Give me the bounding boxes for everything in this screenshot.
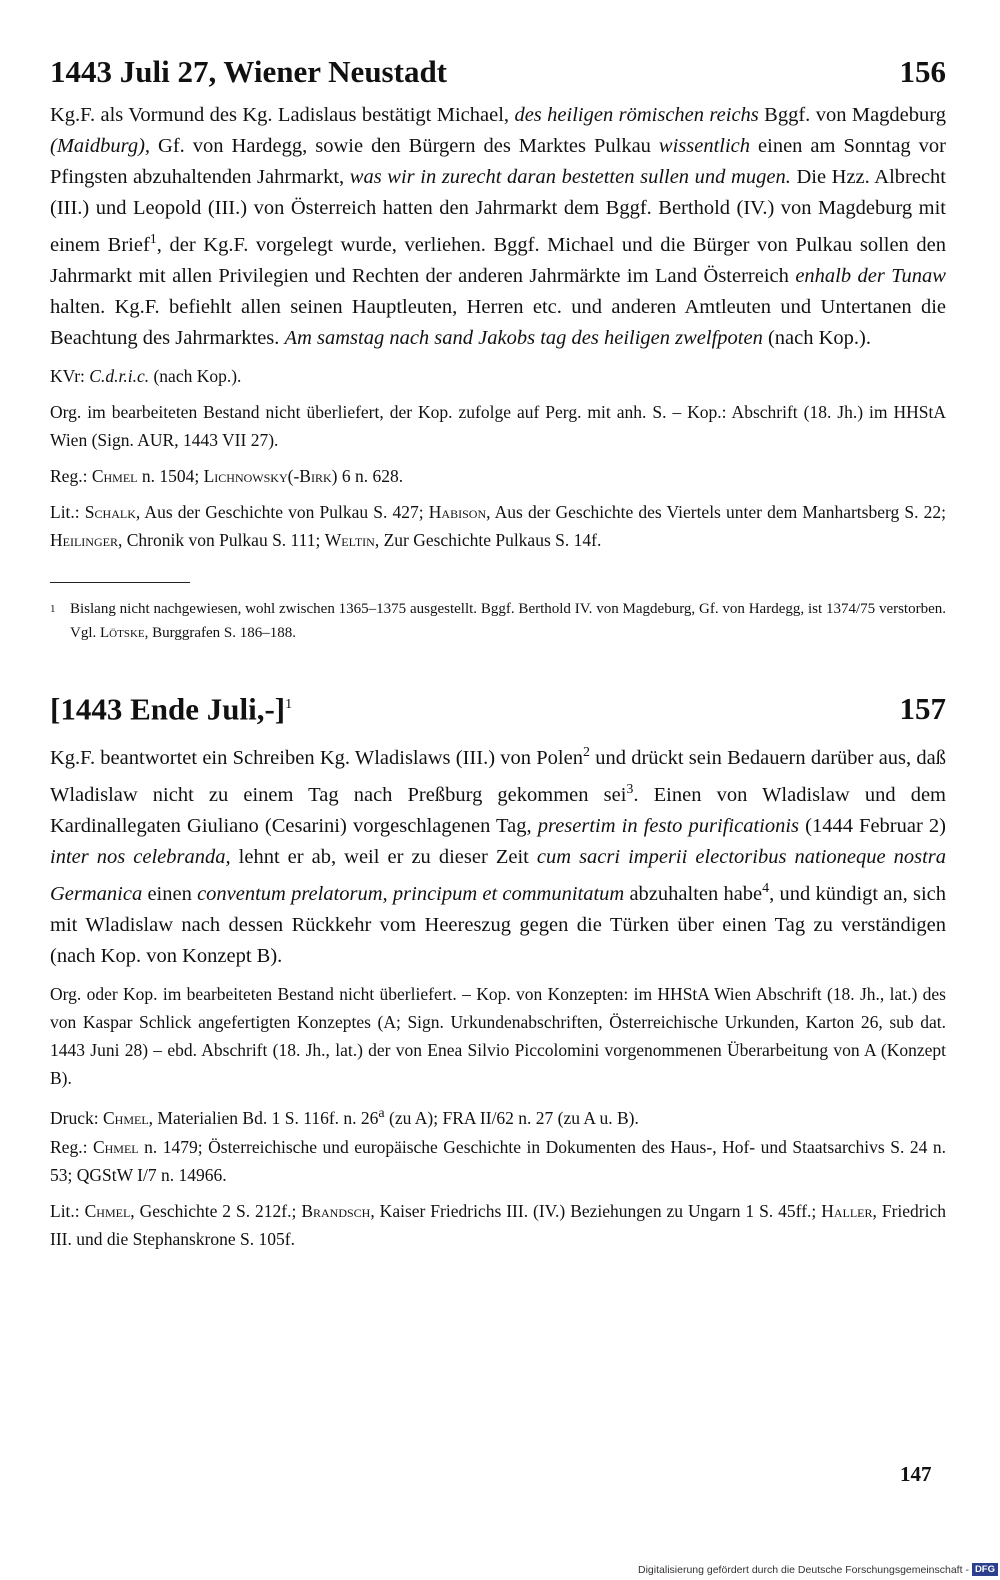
page-number: 147 — [900, 1462, 932, 1486]
entry-156 — [50, 52, 946, 645]
regest-text: Kg.F. als Vormund des Kg. Ladislaus bestätigt Michael, des heiligen römischen reichs Bggf. von Magdeburg (Maidburg), Gf. von Hardegg, sowie den Bürgern des Marktes Pulkau wissentlich einen am Sonntag vor Pfingsten abzuhaltenden Jahrmarkt, was wir in zurecht daran bestetten sullen und mugen. Die Hzz. Albrecht (III.) und Leopold (III.) von Österreich hatten den Jahrmarkt dem Bggf. Berthold (IV.) von Magdeburg mit einem Brief$^1$, der Kg.F. vorgelegt wurde, verliehen. Bggf. Michael und die Bürger von Pulkau sollen den Jahrmarkt mit allen Privilegien und Rechten der anderen Jahrmärkte im Land Österreich enhalb der Tunaw halten. Kg.F. befiehlt allen seinen Hauptleuten, Herren etc. und anderen Amtleuten und Untertanen die Beachtung des Jahrmarktes. Am samstag nach sand Jakobs tag des heiligen zwelfpoten (nach Kop.). — [50, 104, 946, 349]
funding-footer — [638, 1563, 998, 1576]
druck-note: Druck: Chmel, Materialien Bd. 1 S. 116f. n. 26$^a$ (zu A); FRA II/62 n. 27 (zu A u. B). — [50, 1105, 639, 1128]
reg-note: Reg.: Chmel n. 1479; Österreichische und europäische Geschichte in Dokumenten des Haus-, Hof- und Staatsarchivs S. 24 n. 53; QGStW I/7 n. 14966. — [50, 1137, 946, 1186]
org-note: Org. im bearbeiteten Bestand nicht überliefert, der Kop. zufolge auf Perg. mit anh. S. – Kop.: Abschrift (18. Jh.) im HHStA Wien (Sign. AUR, 1443 VII 27). — [50, 401, 946, 450]
entry-157 — [50, 685, 946, 1254]
lit-note: Lit.: Chmel, Geschichte 2 S. 212f.; Brandsch, Kaiser Friedrichs III. (IV.) Beziehungen zu Ungarn 1 S. 45ff.; Haller, Friedrich III. und die Stephanskrone S. 105f. — [50, 1201, 947, 1250]
lit-note: Lit.: Schalk, Aus der Geschichte von Pulkau S. 427; Habison, Aus der Geschichte des Viertels unter dem Manhartsberg S. 22; Heilinger, Chronik von Pulkau S. 111; Weltin, Zur Geschichte Pulkaus S. 14f. — [50, 501, 947, 550]
footnote-ref: 1 — [149, 232, 157, 247]
entry-date-place: [1443 Ende Juli,-]$^1$ — [50, 691, 293, 727]
org-note: Org. oder Kop. im bearbeiteten Bestand nicht überliefert. – Kop. von Konzepten: im HHStA Wien Abschrift (18. Jh., lat.) des von Kaspar Schlick angefertigten Konzeptes (A; Sign. Urkundenabschriften, Österreichische Urkunden, Karton 26, sub dat. 1443 Juni 28) – ebd. Abschrift (18. Jh., lat.) der von Enea Silvio Piccolomini vorgenommenen Überarbeitung von A (Konzept B). — [50, 983, 946, 1088]
entry-heading — [50, 685, 946, 729]
entry-date-place: 1443 Juli 27, Wiener Neustadt — [50, 54, 448, 89]
footnote — [50, 597, 946, 645]
kvr-note: KVr: C.d.r.i.c. (nach Kop.). — [50, 365, 242, 386]
reg-note: Reg.: Chmel n. 1504; Lichnowsky(-Birk) 6 n. 628. — [50, 465, 404, 486]
footnote-divider — [50, 582, 190, 583]
dfg-logo-icon: DFG — [972, 1563, 998, 1576]
funding-text: Digitalisierung gefördert durch die Deutsche Forschungsgemeinschaft - — [638, 1563, 969, 1576]
footnote-text: Bislang nicht nachgewiesen, wohl zwischen 1365–1375 ausgestellt. Bggf. Berthold IV. von Magdeburg, Gf. von Hardegg, ist 1374/75 verstorben. Vgl. Lötske, Burggrafen S. 186–188. — [70, 600, 946, 641]
footnote-ref: 1 — [285, 696, 293, 712]
entry-number: 156 — [899, 54, 946, 89]
regest-text: Kg.F. beantwortet ein Schreiben Kg. Wladislaws (III.) von Polen$^2$ und drückt sein Bedauern darüber aus, daß Wladislaw nicht zu einem Tag nach Preßburg gekommen sei$^3$. Einen von Wladislaw und dem Kardinallegaten Giuliano (Cesarini) vorgeschlagenen Tag, presertim in festo purificationis (1444 Februar 2) inter nos celebranda, lehnt er ab, weil er zu dieser Zeit cum sacri imperii electoribus nationeque nostra Germanica einen conventum prelatorum, principum et communitatum abzuhalten habe$^4$, und kündigt an, sich mit Wladislaw nach dessen Rückkehr vom Heereszug gegen die Türken über einen Tag zu verständigen (nach Kop. von Konzept B). — [50, 745, 947, 967]
entry-number: 157 — [899, 691, 946, 727]
entry-heading — [50, 52, 946, 92]
footnote-mark: 1 — [50, 602, 56, 615]
page-body — [50, 52, 946, 1253]
